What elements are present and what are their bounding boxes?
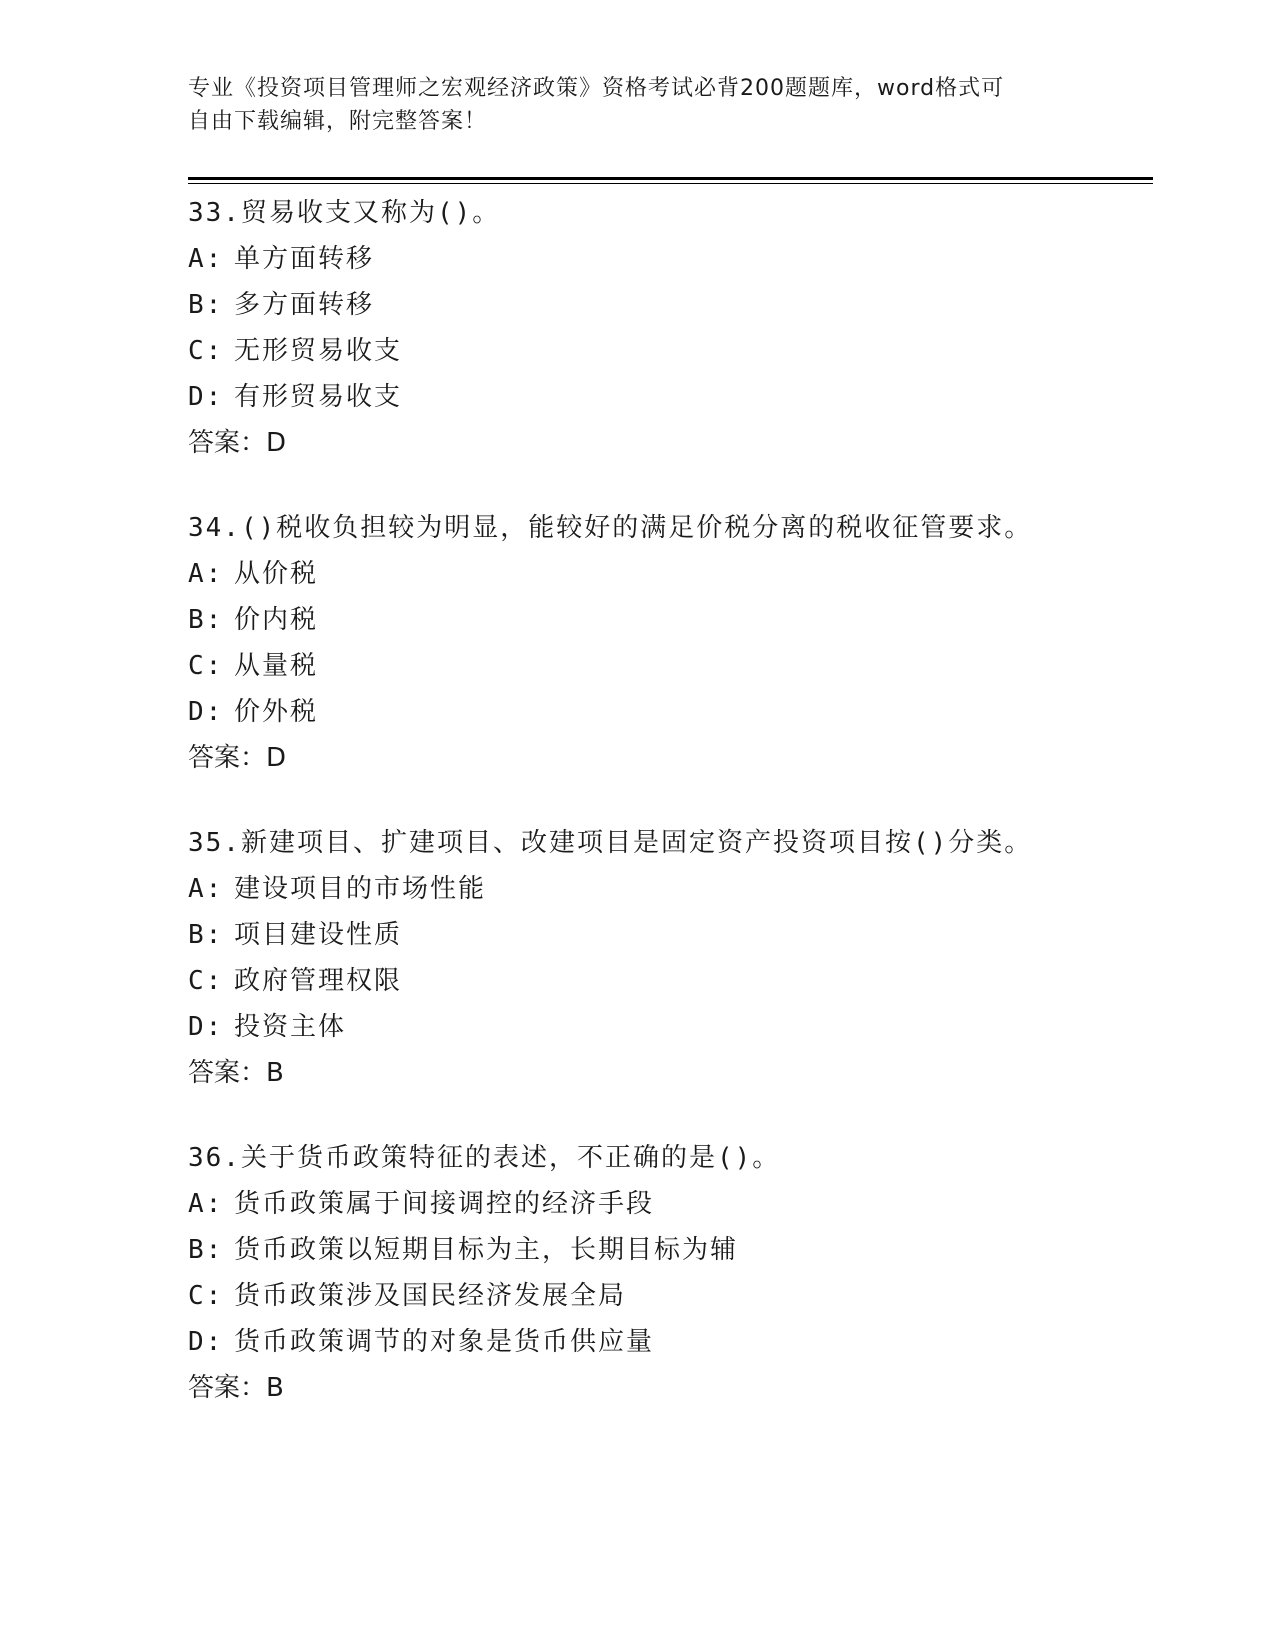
answer-line: 答案：D (188, 743, 287, 773)
header-divider-thick (188, 177, 1153, 180)
option-text: 从量税 (234, 651, 319, 681)
option-a (188, 236, 1153, 282)
answer-line: 答案：B (188, 1373, 284, 1403)
option-letter: B: (188, 1235, 224, 1265)
option-letter: B: (188, 290, 224, 320)
header-line-1: 专业《投资项目管理师之宏观经济政策》资格考试必背200题题库，word格式可 (188, 76, 1005, 101)
option-a (188, 866, 1153, 912)
option-text: 从价税 (234, 559, 319, 589)
option-b (188, 282, 1153, 328)
option-letter: D: (188, 1012, 224, 1042)
option-text: 价内税 (234, 605, 319, 635)
question-stem: 36.关于货币政策特征的表述，不正确的是()。 (188, 1143, 781, 1173)
question-list (188, 190, 1153, 1450)
answer-line: 答案：D (188, 428, 287, 458)
option-letter: D: (188, 697, 224, 727)
question-stem: 35.新建项目、扩建项目、改建项目是固定资产投资项目按()分类。 (188, 828, 1033, 858)
question-stem: 34.()税收负担较为明显，能较好的满足价税分离的税收征管要求。 (188, 513, 1033, 543)
option-text: 建设项目的市场性能 (234, 874, 487, 904)
option-a (188, 551, 1153, 597)
option-letter: A: (188, 559, 224, 589)
question-35 (188, 820, 1153, 1096)
question-stem: 33.贸易收支又称为()。 (188, 198, 501, 228)
question-36 (188, 1135, 1153, 1411)
option-letter: C: (188, 1281, 224, 1311)
option-b (188, 597, 1153, 643)
option-letter: A: (188, 874, 224, 904)
option-c (188, 328, 1153, 374)
option-text: 货币政策属于间接调控的经济手段 (234, 1189, 655, 1219)
option-d (188, 1319, 1153, 1365)
option-text: 单方面转移 (234, 244, 375, 274)
option-letter: A: (188, 1189, 224, 1219)
option-b (188, 1227, 1153, 1273)
option-text: 项目建设性质 (234, 920, 403, 950)
option-c (188, 643, 1153, 689)
option-letter: C: (188, 651, 224, 681)
option-letter: A: (188, 244, 224, 274)
option-c (188, 958, 1153, 1004)
answer-line: 答案：B (188, 1058, 284, 1088)
option-text: 货币政策调节的对象是货币供应量 (234, 1327, 655, 1357)
option-d (188, 374, 1153, 420)
option-letter: B: (188, 605, 224, 635)
option-text: 货币政策涉及国民经济发展全局 (234, 1281, 627, 1311)
option-letter: D: (188, 382, 224, 412)
option-text: 无形贸易收支 (234, 336, 403, 366)
option-letter: C: (188, 336, 224, 366)
option-text: 货币政策以短期目标为主，长期目标为辅 (234, 1235, 739, 1265)
question-34 (188, 505, 1153, 781)
header-line-2: 自由下载编辑，附完整答案！ (188, 109, 488, 134)
option-b (188, 912, 1153, 958)
option-letter: B: (188, 920, 224, 950)
option-text: 有形贸易收支 (234, 382, 403, 412)
option-letter: C: (188, 966, 224, 996)
header-divider-thin (188, 183, 1153, 184)
option-d (188, 1004, 1153, 1050)
document-header (188, 72, 1088, 138)
option-text: 投资主体 (234, 1012, 347, 1042)
option-d (188, 689, 1153, 735)
option-text: 价外税 (234, 697, 319, 727)
question-33 (188, 190, 1153, 466)
option-a (188, 1181, 1153, 1227)
option-text: 多方面转移 (234, 290, 375, 320)
option-text: 政府管理权限 (234, 966, 403, 996)
option-c (188, 1273, 1153, 1319)
option-letter: D: (188, 1327, 224, 1357)
